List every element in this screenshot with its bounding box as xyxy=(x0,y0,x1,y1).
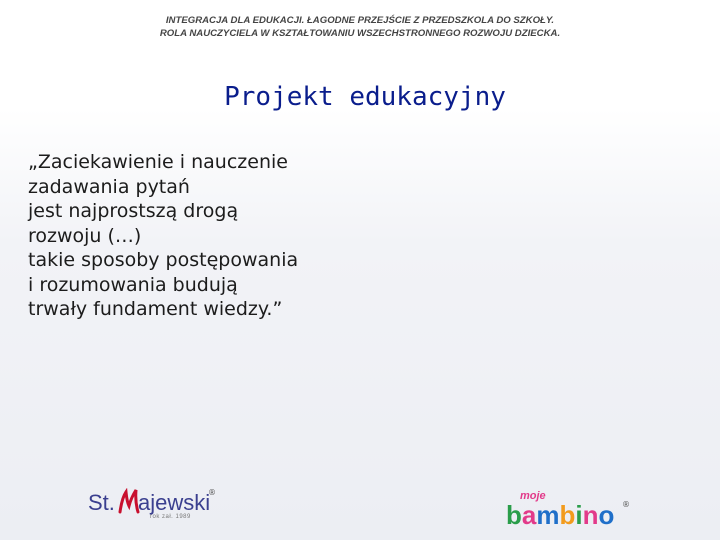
bambino-letter: n xyxy=(582,500,599,530)
logo-moje-text: moje xyxy=(520,490,546,502)
quote-line: rozwoju (…) xyxy=(28,224,142,247)
quote-line: i rozumowania budują xyxy=(28,273,238,296)
bambino-letter: b xyxy=(559,500,576,530)
logo-name-text: ajewski xyxy=(138,490,211,515)
m-flame-icon xyxy=(118,488,140,516)
bambino-letter: i xyxy=(575,500,583,530)
quote-line: takie sposoby postępowania xyxy=(28,249,299,271)
logo-registered-mark: ® xyxy=(208,488,216,497)
logo-tagline: rok zał. 1989 xyxy=(150,514,191,520)
bambino-letter: m xyxy=(536,500,560,530)
header-line-2: ROLA NAUCZYCIELA W KSZTAŁTOWANIU WSZECHSTRONNEGO ROZWOJU DZIECKA. xyxy=(159,28,561,39)
bambino-letter: a xyxy=(521,500,537,530)
logo-bambino-text xyxy=(506,500,614,531)
bambino-letter: b xyxy=(506,500,522,530)
bambino-letter: o xyxy=(598,500,615,530)
logo-st-text: St. xyxy=(88,490,115,515)
moje-bambino-logo xyxy=(500,492,640,528)
logo-registered-mark: ® xyxy=(622,500,630,509)
quote-line: zadawania pytań xyxy=(28,175,190,198)
quote-line: „Zaciekawienie i nauczenie xyxy=(28,151,288,173)
header-line-1: INTEGRACJA DLA EDUKACJI. ŁAGODNE PRZEJŚCIE Z PRZEDSZKOLA DO SZKOŁY. xyxy=(165,15,555,26)
header-banner xyxy=(0,14,720,40)
quote-block xyxy=(28,150,448,322)
quote-line: trwały fundament wiedzy.” xyxy=(28,298,283,320)
slide-title: Projekt edukacyjny xyxy=(224,82,506,112)
st-majewski-logo xyxy=(88,488,228,524)
quote-line: jest najprostszą drogą xyxy=(28,200,239,222)
